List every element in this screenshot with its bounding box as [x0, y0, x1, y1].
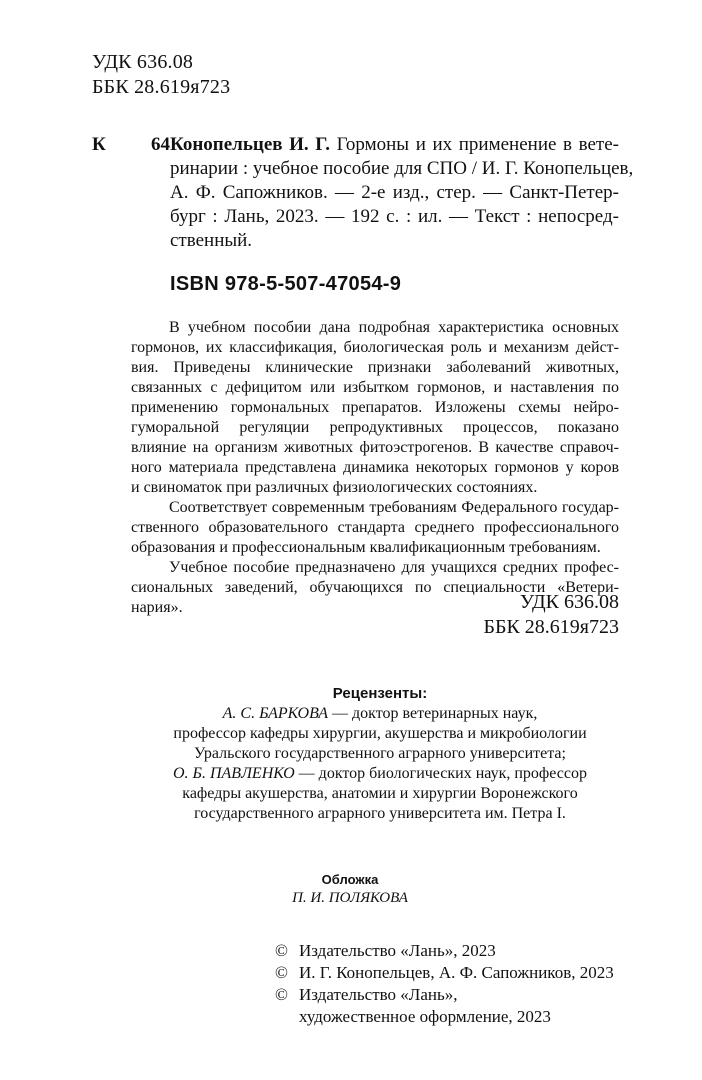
catalog-card-line-1 [92, 133, 619, 157]
copyright-line-3 [275, 984, 614, 1006]
reviewer-1 [150, 704, 610, 724]
author-name: Конопельцев И. Г. [170, 134, 330, 155]
reviewer-2-university: государственного аграрного университета им. Петра I. [194, 805, 566, 822]
annotation-line: Учебное пособие предназначено для учащихся средних профес- [169, 559, 619, 576]
annotation-line: гормонов, их классификация, биологическая роль и механизм дейст- [131, 339, 619, 356]
catalog-card-line-4: бург : Лань, 2023. — 192 с. : ил. — Текст : непосред- [170, 206, 619, 227]
copyright-text: И. Г. Конопельцев, А. Ф. Сапожников, 2023 [299, 963, 614, 982]
copyright-line-2 [275, 962, 614, 984]
annotation-line: гуморальной регуляции репродуктивных процессов, показано [131, 419, 619, 436]
catalog-card [92, 133, 634, 253]
copyright-symbol: © [275, 963, 288, 982]
copyright-block [275, 940, 614, 1028]
annotation-line: связанных с дефицитом или избытком гормонов, и наставления по [131, 379, 619, 396]
annotation-line: применению гормональных препаратов. Изложены схемы нейро- [131, 399, 619, 416]
reviewers-block [150, 684, 610, 824]
cover-credit [200, 870, 500, 908]
annotation-line: нария». [131, 599, 183, 616]
cover-heading: Обложка [321, 872, 379, 887]
copyright-line-1 [275, 940, 614, 962]
annotation-line: В учебном пособии дана подробная характеристика основных [169, 319, 619, 336]
bottom-classification-codes [483, 590, 619, 640]
annotation-line: вия. Приведены клинические признаки заболеваний животных, [131, 359, 619, 376]
reviewers-heading: Рецензенты: [332, 685, 428, 702]
reviewer-1-university: Уральского государственного аграрного университета; [194, 745, 566, 762]
copyright-text: Издательство «Лань», [299, 985, 458, 1004]
annotation-line: Соответствует современным требованиям Федерального государ- [169, 499, 619, 516]
udk-code-bottom: УДК 636.08 [519, 591, 619, 613]
reviewer-1-degree: — доктор ветеринарных наук, [328, 705, 538, 722]
bbk-code-bottom: ББК 28.619я723 [483, 616, 619, 638]
catalog-card-line-5: ственный. [170, 230, 253, 251]
annotation-line: ного материала представлена динамика некоторых гормонов у коров [131, 459, 619, 476]
reviewer-2-name: О. Б. ПАВЛЕНКО [172, 765, 295, 782]
title-fragment: Гормоны и их применение в вете- [329, 134, 619, 155]
reviewer-2-position: кафедры акушерства, анатомии и хирургии Воронежского [182, 785, 578, 802]
annotation-line: сиональных заведений, обучающихся по специальности «Ветери- [131, 579, 619, 596]
author-sign-code: К 64 [92, 134, 170, 155]
copyright-symbol: © [275, 985, 288, 1004]
reviewer-1-position: профессор кафедры хирургии, акушерства и микробиологии [173, 725, 587, 742]
top-classification-codes [92, 50, 230, 100]
catalog-card-line-3: А. Ф. Сапожников. — 2-е изд., стер. — Санкт-Петер- [170, 182, 619, 203]
reviewer-2 [150, 764, 610, 784]
copyright-line-4: художественное оформление, 2023 [299, 1007, 551, 1026]
annotation-line: образования и профессиональным квалификационным требованиям. [131, 539, 601, 556]
annotation-line: влияние на организм животных фитоэстрогенов. В качестве справоч- [131, 439, 619, 456]
annotation [131, 318, 619, 618]
catalog-card-line-2: ринарии : учебное пособие для СПО / И. Г. Конопельцев, [170, 158, 634, 179]
udk-code-top: УДК 636.08 [92, 51, 194, 73]
annotation-line: ственного образовательного стандарта среднего профессионального [131, 519, 619, 536]
cover-designer-name: П. И. ПОЛЯКОВА [292, 890, 408, 906]
copyright-symbol: © [275, 941, 288, 960]
reviewer-2-degree: — доктор биологических наук, профессор [294, 765, 587, 782]
isbn: ISBN 978-5-507-47054-9 [170, 273, 402, 295]
copyright-text: Издательство «Лань», 2023 [299, 941, 496, 960]
reviewer-1-name: А. С. БАРКОВА [222, 705, 329, 722]
bbk-code-top: ББК 28.619я723 [92, 76, 231, 98]
annotation-line: и свиноматок при различных физиологических состояниях. [131, 479, 538, 496]
